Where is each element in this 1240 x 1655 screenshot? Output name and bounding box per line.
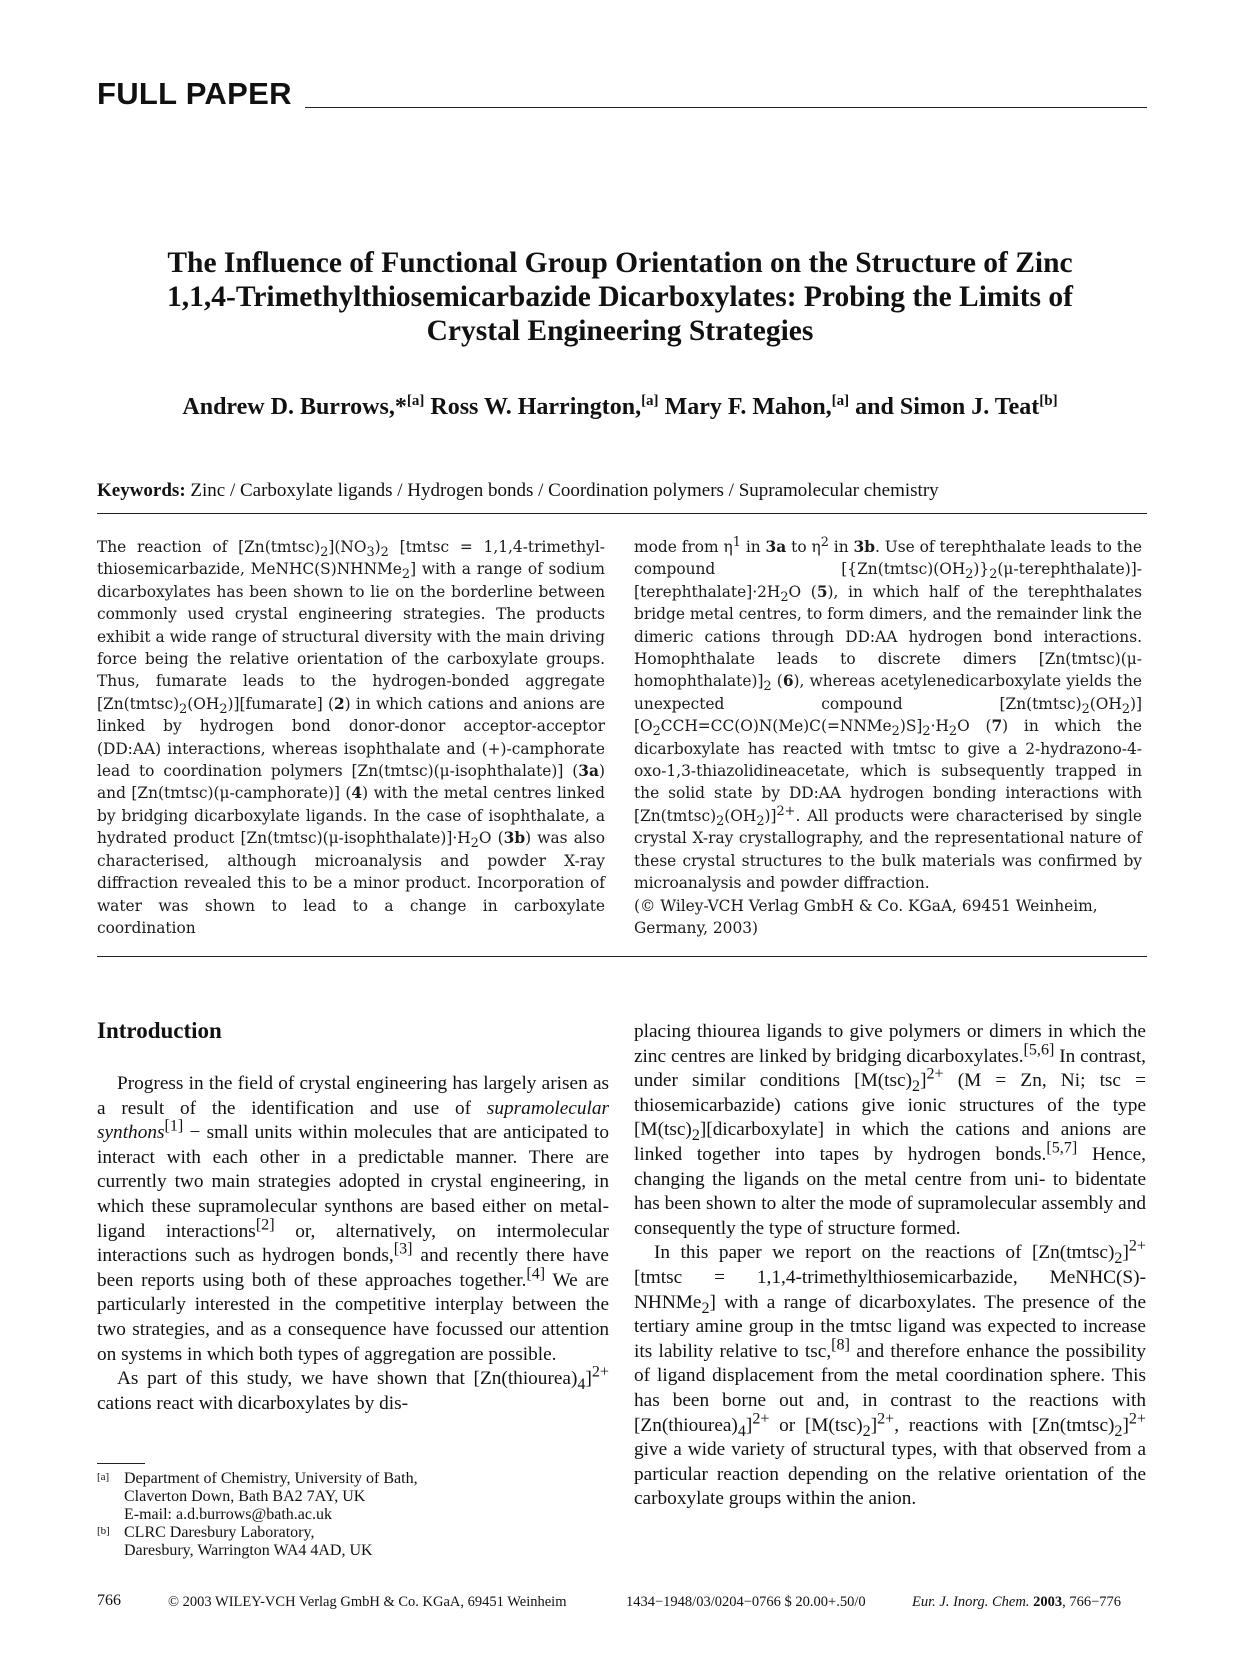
header-rule <box>305 107 1147 108</box>
section-label: FULL PAPER <box>97 76 292 111</box>
affiliation-mark: [a] <box>406 393 425 409</box>
author-name: Ross W. Harrington, <box>430 394 642 420</box>
body-right-column <box>634 1020 1146 1512</box>
title-line-1: The Influence of Functional Group Orientation on the Structure of Zinc <box>167 247 1073 279</box>
paragraph: As part of this study, we have shown that $[Zn(thiourea)_4]^{2+}$ cations react with dicarboxylates by dis- <box>97 1363 609 1414</box>
footnote-rule <box>97 1463 145 1464</box>
footnote-line: Department of Chemistry, University of Bath, <box>124 1470 418 1487</box>
footnote-email[interactable]: E-mail: a.d.burrows@bath.ac.uk <box>124 1506 333 1523</box>
affiliation-mark: [a] <box>641 393 659 409</box>
footnote-line: CLRC Daresbury Laboratory, <box>124 1524 315 1541</box>
journal-year: 2003 <box>1033 1594 1063 1610</box>
footer-copyright: © 2003 WILEY-VCH Verlag GmbH & Co. KGaA, 69451 Weinheim <box>168 1594 567 1610</box>
footnote-b <box>97 1524 537 1560</box>
abstract-rule <box>97 956 1147 957</box>
paragraph: placing thiourea ligands to give polymers or dimers in which the zinc centres are linked by bridging dicarboxylates.[5,6] In contrast, under similar conditions $[M(tsc)_2]^{2+}$ (M = Zn, Ni; tsc = thiosemicarbazide) cations give ionic structures of the type $[M(tsc)_2][dicarboxylate]$ in which the cations and anions are linked together into tapes by hydrogen bonds.[5,7] Hence, changing the ligands on the metal centre from uni- to bidentate has been shown to alter the mode of supramolecular assembly and consequently the type of structure formed. <box>634 1021 1146 1239</box>
section-heading: Introduction <box>97 1018 222 1043</box>
keywords-line <box>97 480 1147 502</box>
affiliation-mark: [a] <box>831 393 850 409</box>
abstract-copyright-2: Germany, 2003) <box>634 918 759 937</box>
author-list <box>100 394 1140 421</box>
title-line-3: Crystal Engineering Strategies <box>426 315 814 347</box>
footnote-mark: [a] <box>97 1471 110 1483</box>
footnote-line: Claverton Down, Bath BA2 7AY, UK <box>124 1488 366 1505</box>
journal-name: Eur. J. Inorg. Chem. <box>912 1594 1030 1610</box>
title-line-2: 1,1,4-Trimethylthiosemicarbazide Dicarboxylates: Probing the Limits of <box>167 281 1073 313</box>
keywords-rule <box>97 513 1147 514</box>
abstract-right-column: mode from $\eta^1$ in 3a to $\eta^2$ in 3b. Use of terephthalate leads to the compound $[\{Zn(tmtsc)(OH_2)\}_2(\mu-terephthalate)][terephthalate]\cdot 2H_2O$ (5), in which half of the terephthalates bridge metal centres, to form dimers, and the remainder link the dimeric cations through DD:AA hydrogen bond interactions. Homophthalate leads to discrete dimers $[Zn(tmtsc)(\mu-homophthalate)]_2$ (6), whereas acetylenedicarboxylate yields the unexpected compound $[Zn(tmtsc)_2(OH_2)][O_2CCH=CC(O)N(Me)C(=NNMe_2)S]_2\cdot H_2O$ (7) in which the dicarboxylate has reacted with tmtsc to give a 2-hydrazono-4-oxo-1,3-thiazolidineacetate, which is subsequently trapped in the solid state by DD:AA hydrogen bonding interactions with $[Zn(tmtsc)_2(OH_2)]^{2+}$. All products were characterised by single crystal X-ray crystallography, and the representational nature of these crystal structures to the bulk materials was confirmed by microanalysis and powder diffraction. (© Wiley-VCH Verlag GmbH & Co. KGaA, 69451 Weinheim, Germany, 2003) <box>634 534 1142 937</box>
author-separator: and <box>849 394 900 420</box>
paragraph: Progress in the field of crystal engineering has largely arisen as a result of the identification and use of supramolecular synthons[1] − small units within molecules that are anticipated to interact with each other in a predictable manner. There are currently two main strategies adopted in crystal engineering, in which these supramolecular synthons are based either on metal-ligand interactions[2] or, alternatively, on intermolecular interactions such as hydrogen bonds,[3] and recently there have been reports using both of these approaches together.[4] We are particularly interested in the competitive interplay between the two strategies, and as a consequence have focussed our attention on systems in which both types of aggregation are possible. <box>97 1073 609 1365</box>
paragraph: In this paper we report on the reactions of $[Zn(tmtsc)_2]^{2+}$ [tmtsc = 1,1,4-trimethylthiosemicarbazide, MeNHC(S)-NHNMe$_2$] with a range of dicarboxylates. The presence of the tertiary amine group in the tmtsc ligand was expected to increase its lability relative to tsc,[8] and therefore enhance the possibility of ligand displacement from the metal coordination sphere. This has been borne out and, in contrast to the reactions with $[Zn(thiourea)_4]^{2+}$ or $[M(tsc)_2]^{2+}$, reactions with $[Zn(tmtsc)_2]^{2+}$ give a wide variety of structural types, with that observed from a particular reaction depending on the relative orientation of the carboxylate groups within the anion. <box>634 1237 1146 1510</box>
keywords-text: Zinc / Carboxylate ligands / Hydrogen bonds / Coordination polymers / Supramolecular chemistry <box>185 480 939 501</box>
keywords-label: Keywords: <box>97 480 186 501</box>
page-number: 766 <box>97 1592 121 1609</box>
footnote-a <box>97 1470 537 1524</box>
author-name: Andrew D. Burrows,* <box>182 394 407 420</box>
affiliation-mark: [b] <box>1039 393 1058 409</box>
journal-pages: , 766−776 <box>1062 1594 1122 1610</box>
footer-journal <box>912 1594 1121 1611</box>
author-name: Mary F. Mahon, <box>664 394 832 420</box>
article-title <box>100 246 1140 348</box>
abstract-left-column: The reaction of $[Zn(tmtsc)_2](NO_3)_2$ [tmtsc = 1,1,4-trimethylthiosemicarbazide, MeNHC(S)NHNMe$_2$] with a range of sodium dicarboxylates has been shown to lie on the borderline between commonly used crystal engineering strategies. The products exhibit a wide range of structural diversity with the main driving force being the relative orientation of the carboxylate groups. Thus, fumarate leads to the hydrogen-bonded aggregate $[Zn(tmtsc)_2(OH_2)][fumarate]$ (2) in which cations and anions are linked by hydrogen bond donor-donor acceptor-acceptor (DD:AA) interactions, whereas isophthalate and (+)-camphorate lead to coordination polymers [Zn(tmtsc)(μ-isophthalate)] (3a) and [Zn(tmtsc)(μ-camphorate)] (4) with the metal centres linked by bridging dicarboxylate ligands. In the case of isophthalate, a hydrated product $[Zn(tmtsc)(\mu-isophthalate)]\cdot H_2O$ (3b) was also characterised, although microanalysis and powder X-ray diffraction revealed this to be a minor product. Incorporation of water was shown to lead to a change in carboxylate coordination <box>97 538 605 937</box>
page-header <box>97 76 1147 112</box>
footnote-line: Daresbury, Warrington WA4 4AD, UK <box>124 1542 373 1559</box>
author-name: Simon J. Teat <box>899 394 1040 420</box>
abstract-copyright-1: (© Wiley-VCH Verlag GmbH & Co. KGaA, 69451 Weinheim, <box>634 896 1098 915</box>
body-left-column <box>97 1072 609 1416</box>
footer-code: 1434−1948/03/0204−0766 $ 20.00+.50/0 <box>626 1594 866 1610</box>
footnotes <box>97 1470 537 1560</box>
footnote-mark: [b] <box>97 1525 110 1537</box>
